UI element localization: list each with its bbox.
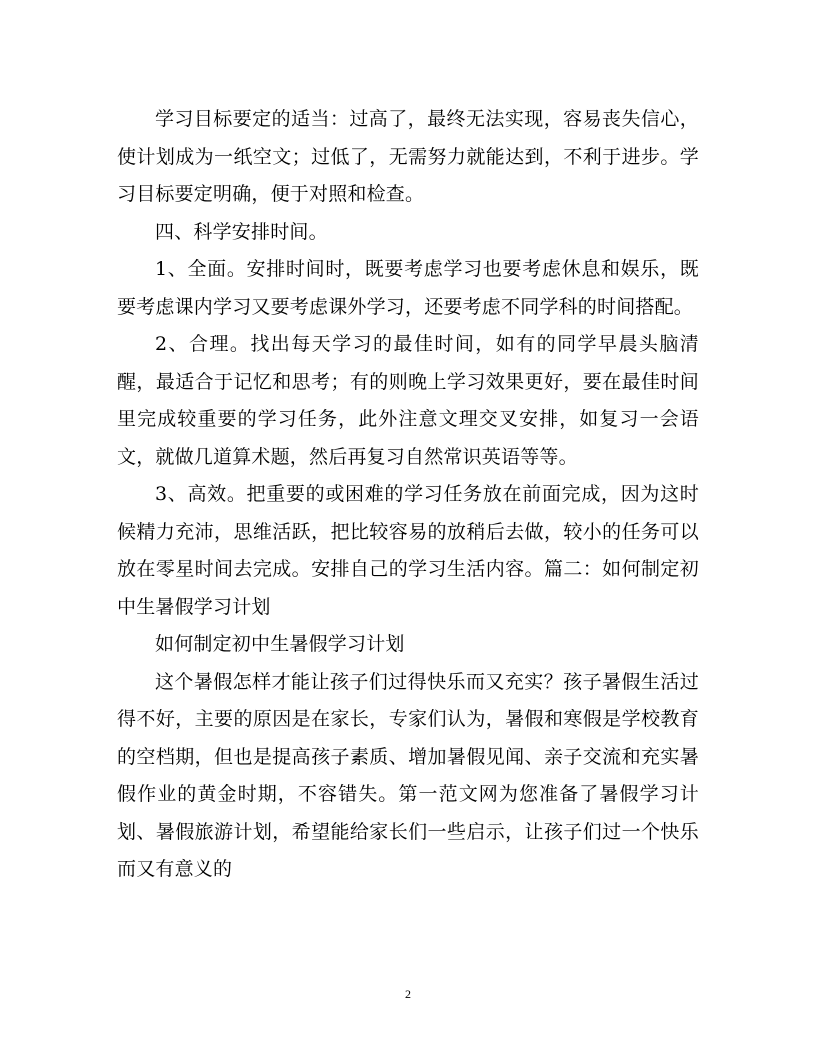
body-text (117, 101, 699, 889)
paragraph-item-1: 1、全面。安排时间时，既要考虑学习也要考虑休息和娱乐，既要考虑课内学习又要考虑课外学习，还要考虑不同学科的时间搭配。 (117, 258, 699, 318)
paragraph-goal-setting: 学习目标要定的适当：过高了，最终无法实现，容易丧失信心，使计划成为一纸空文；过低了，无需努力就能达到，不利于进步。学习目标要定明确，便于对照和检查。 (117, 108, 699, 205)
paragraph-item-3: 3、高效。把重要的或困难的学习任务放在前面完成，因为这时候精力充沛，思维活跃，把比较容易的放稍后去做，较小的任务可以放在零星时间去完成。安排自己的学习生活内容。篇二：如何制定初中生暑假学习计划 (117, 483, 699, 618)
paragraph-intro: 这个暑假怎样才能让孩子们过得快乐而又充实？孩子暑假生活过得不好，主要的原因是在家长，专家们认为，暑假和寒假是学校教育的空档期，但也是提高孩子素质、增加暑假见闻、亲子交流和充实暑假作业的黄金时期，不容错失。第一范文网为您准备了暑假学习计划、暑假旅游计划，希望能给家长们一些启示，让孩子们过一个快乐而又有意义的 (117, 670, 699, 880)
page-number: 2 (405, 987, 411, 1001)
article-title: 如何制定初中生暑假学习计划 (155, 633, 405, 655)
paragraph-item-2: 2、合理。找出每天学习的最佳时间，如有的同学早晨头脑清醒，最适合于记忆和思考；有的则晚上学习效果更好，要在最佳时间里完成较重要的学习任务，此外注意文理交叉安排，如复习一会语文，就做几道算术题，然后再复习自然常识英语等等。 (117, 333, 699, 468)
section-heading-time: 四、科学安排时间。 (155, 220, 328, 243)
